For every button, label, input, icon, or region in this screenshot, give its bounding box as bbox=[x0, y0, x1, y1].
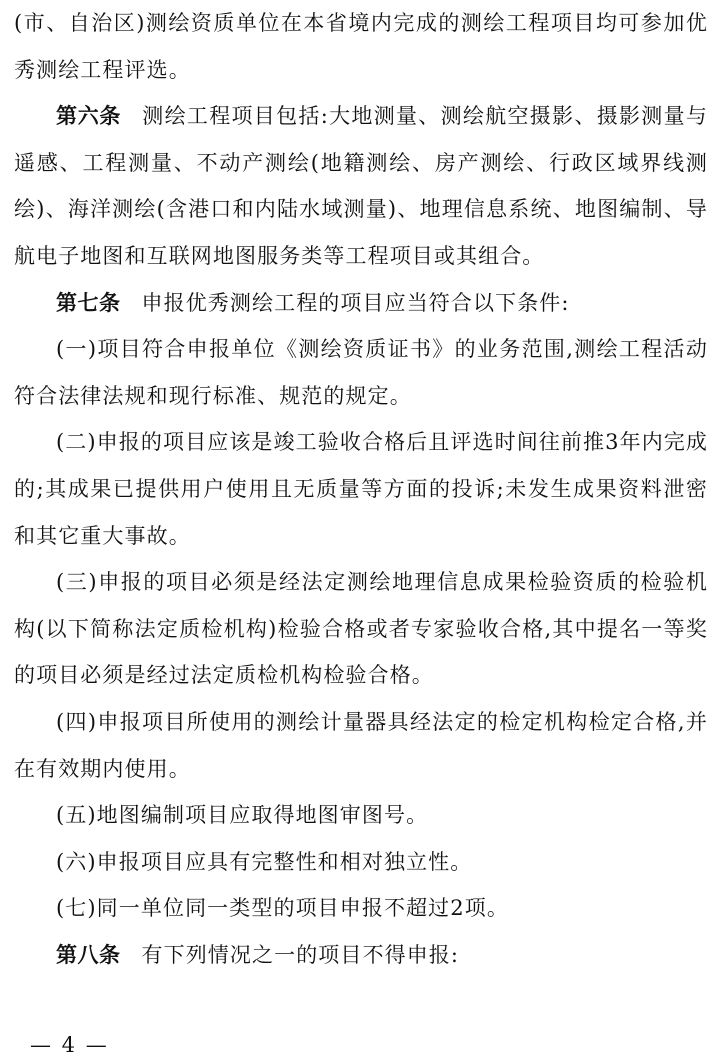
article-7-heading: 第七条 bbox=[56, 290, 121, 315]
article-8-text: 有下列情况之一的项目不得申报: bbox=[141, 942, 460, 967]
article-6-heading: 第六条 bbox=[56, 104, 122, 129]
article-7-item-7: (七)同一单位同一类型的项目申报不超过2项。 bbox=[56, 896, 509, 921]
article-6-text: 测绘工程项目包括:大地测量、测绘航空摄影、摄影测量与遥感、工程测量、不动产测绘(地籍测绘、房产测绘、行政区域界线测绘)、海洋测绘(含港口和内陆水域测量)、地理信息系统、地图编制、导航电子地图和互联网地图服务类等工程项目或其组合。 bbox=[14, 104, 708, 268]
article-7-item-6: (六)申报项目应具有完整性和相对独立性。 bbox=[56, 849, 473, 874]
continuation-paragraph: (市、自治区)测绘资质单位在本省境内完成的测绘工程项目均可参加优秀测绘工程评选。 bbox=[14, 11, 708, 82]
article-7-item-4: (四)申报项目所使用的测绘计量器具经法定的检定机构检定合格,并在有效期内使用。 bbox=[14, 709, 708, 781]
article-7-text: 申报优秀测绘工程的项目应当符合以下条件: bbox=[141, 290, 570, 315]
article-7-item-5: (五)地图编制项目应取得地图审图号。 bbox=[56, 803, 429, 828]
article-7-item-2: (二)申报的项目应该是竣工验收合格后且评选时间往前推3年内完成的;其成果已提供用户使用且无质量等方面的投诉;未发生成果资料泄密和其它重大事故。 bbox=[14, 430, 708, 548]
article-8-heading: 第八条 bbox=[56, 942, 121, 967]
article-8-paragraph bbox=[14, 932, 708, 979]
article-7-item-1: (一)项目符合申报单位《测绘资质证书》的业务范围,测绘工程活动符合法律法规和现行标准、规范的规定。 bbox=[14, 337, 708, 408]
article-7-item-3: (三)申报的项目必须是经法定测绘地理信息成果检验资质的检验机构(以下简称法定质检机构)检验合格或者专家验收合格,其中提名一等奖的项目必须是经过法定质检机构检验合格。 bbox=[14, 570, 708, 688]
article-6-paragraph bbox=[14, 93, 708, 279]
article-7-paragraph bbox=[14, 280, 708, 327]
document-page bbox=[14, 0, 708, 978]
page-number: — 4 — bbox=[30, 1033, 109, 1057]
